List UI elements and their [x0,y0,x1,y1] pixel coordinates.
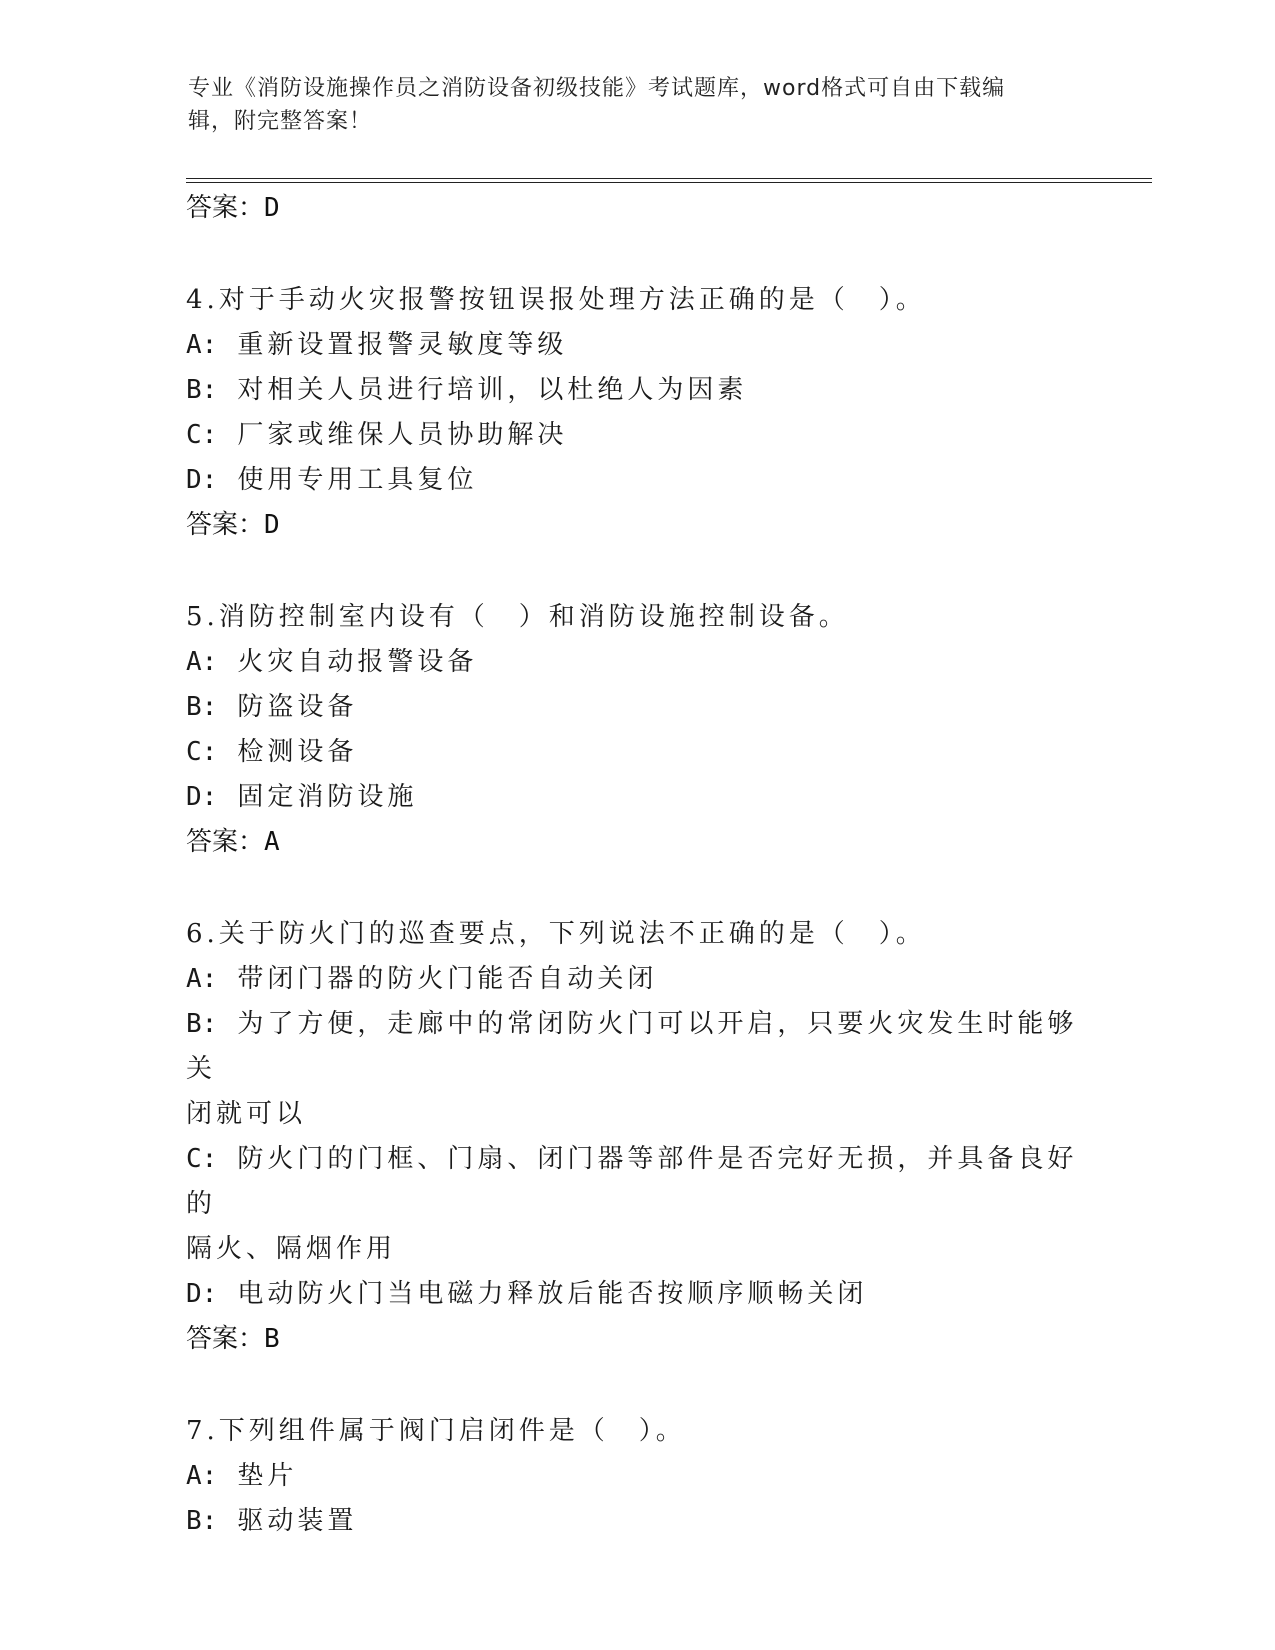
option-key: A: [186,1461,218,1491]
question-6 [186,912,1086,1361]
option-text: 固定消防设施 [237,782,418,812]
option-text: 防火门的门框、门扇、闭门器等部件是否完好无损，并具备良好的 [186,1144,1078,1219]
option-text: 检测设备 [237,737,358,767]
option-key: D: [186,1279,218,1309]
option-text: 火灾自动报警设备 [237,647,478,677]
option-text: 厂家或维保人员协助解决 [237,420,568,450]
option-key: A: [186,647,218,677]
option-key: C: [186,420,218,450]
answer-label: 答案： [186,1324,265,1354]
option-a [186,640,1086,685]
option-key: B: [186,375,218,405]
document-body [186,186,1086,1544]
document-header [188,72,1088,138]
option-c [186,1137,1086,1227]
option-text: 重新设置报警灵敏度等级 [237,330,568,360]
answer-line [186,503,1086,547]
option-text: 防盗设备 [237,692,358,722]
option-d [186,1272,1086,1317]
option-b [186,1499,1086,1544]
option-key: B: [186,692,218,722]
header-divider [186,178,1152,183]
option-key: C: [186,1144,218,1174]
question-text: 7.下列组件属于阀门启闭件是（ ）。 [186,1416,686,1446]
question-text: 5.消防控制室内设有（ ）和消防设施控制设备。 [186,602,849,632]
answer-line [186,1317,1086,1361]
header-line-2: 辑，附完整答案！ [188,109,373,134]
option-text: 电动防火门当电磁力释放后能否按顺序顺畅关闭 [237,1279,868,1309]
answer-label: 答案： [186,510,265,540]
option-b [186,368,1086,413]
question-text: 6.关于防火门的巡查要点，下列说法不正确的是（ ）。 [186,919,926,949]
option-d [186,775,1086,820]
answer-line [186,820,1086,864]
option-text: 带闭门器的防火门能否自动关闭 [237,964,658,994]
option-key: B: [186,1009,218,1039]
answer-label: 答案： [186,193,265,223]
answer-label: 答案： [186,827,265,857]
option-key: C: [186,737,218,767]
option-c-continued: 隔火、隔烟作用 [186,1234,397,1264]
answer-value: A [264,827,280,857]
option-key: A: [186,330,218,360]
answer-value: D [264,510,280,540]
option-b [186,1002,1086,1092]
answer-line [186,186,1086,230]
question-7 [186,1409,1086,1544]
option-a [186,1454,1086,1499]
question-4 [186,278,1086,547]
option-b-continued: 闭就可以 [186,1099,307,1129]
answer-value: D [264,193,280,223]
option-text: 垫片 [237,1461,298,1491]
option-key: D: [186,465,218,495]
option-text: 使用专用工具复位 [237,465,478,495]
question-5 [186,595,1086,864]
option-text: 驱动装置 [237,1506,358,1536]
option-d [186,458,1086,503]
option-c [186,730,1086,775]
option-a [186,323,1086,368]
option-a [186,957,1086,1002]
answer-value: B [264,1324,280,1354]
option-key: D: [186,782,218,812]
option-text: 对相关人员进行培训，以杜绝人为因素 [237,375,748,405]
option-c [186,413,1086,458]
option-b [186,685,1086,730]
question-text: 4.对于手动火灾报警按钮误报处理方法正确的是（ ）。 [186,285,926,315]
option-key: B: [186,1506,218,1536]
header-line-1: 专业《消防设施操作员之消防设备初级技能》考试题库，word格式可自由下载编 [188,76,1006,101]
option-key: A: [186,964,218,994]
option-text: 为了方便，走廊中的常闭防火门可以开启，只要火灾发生时能够关 [186,1009,1078,1084]
